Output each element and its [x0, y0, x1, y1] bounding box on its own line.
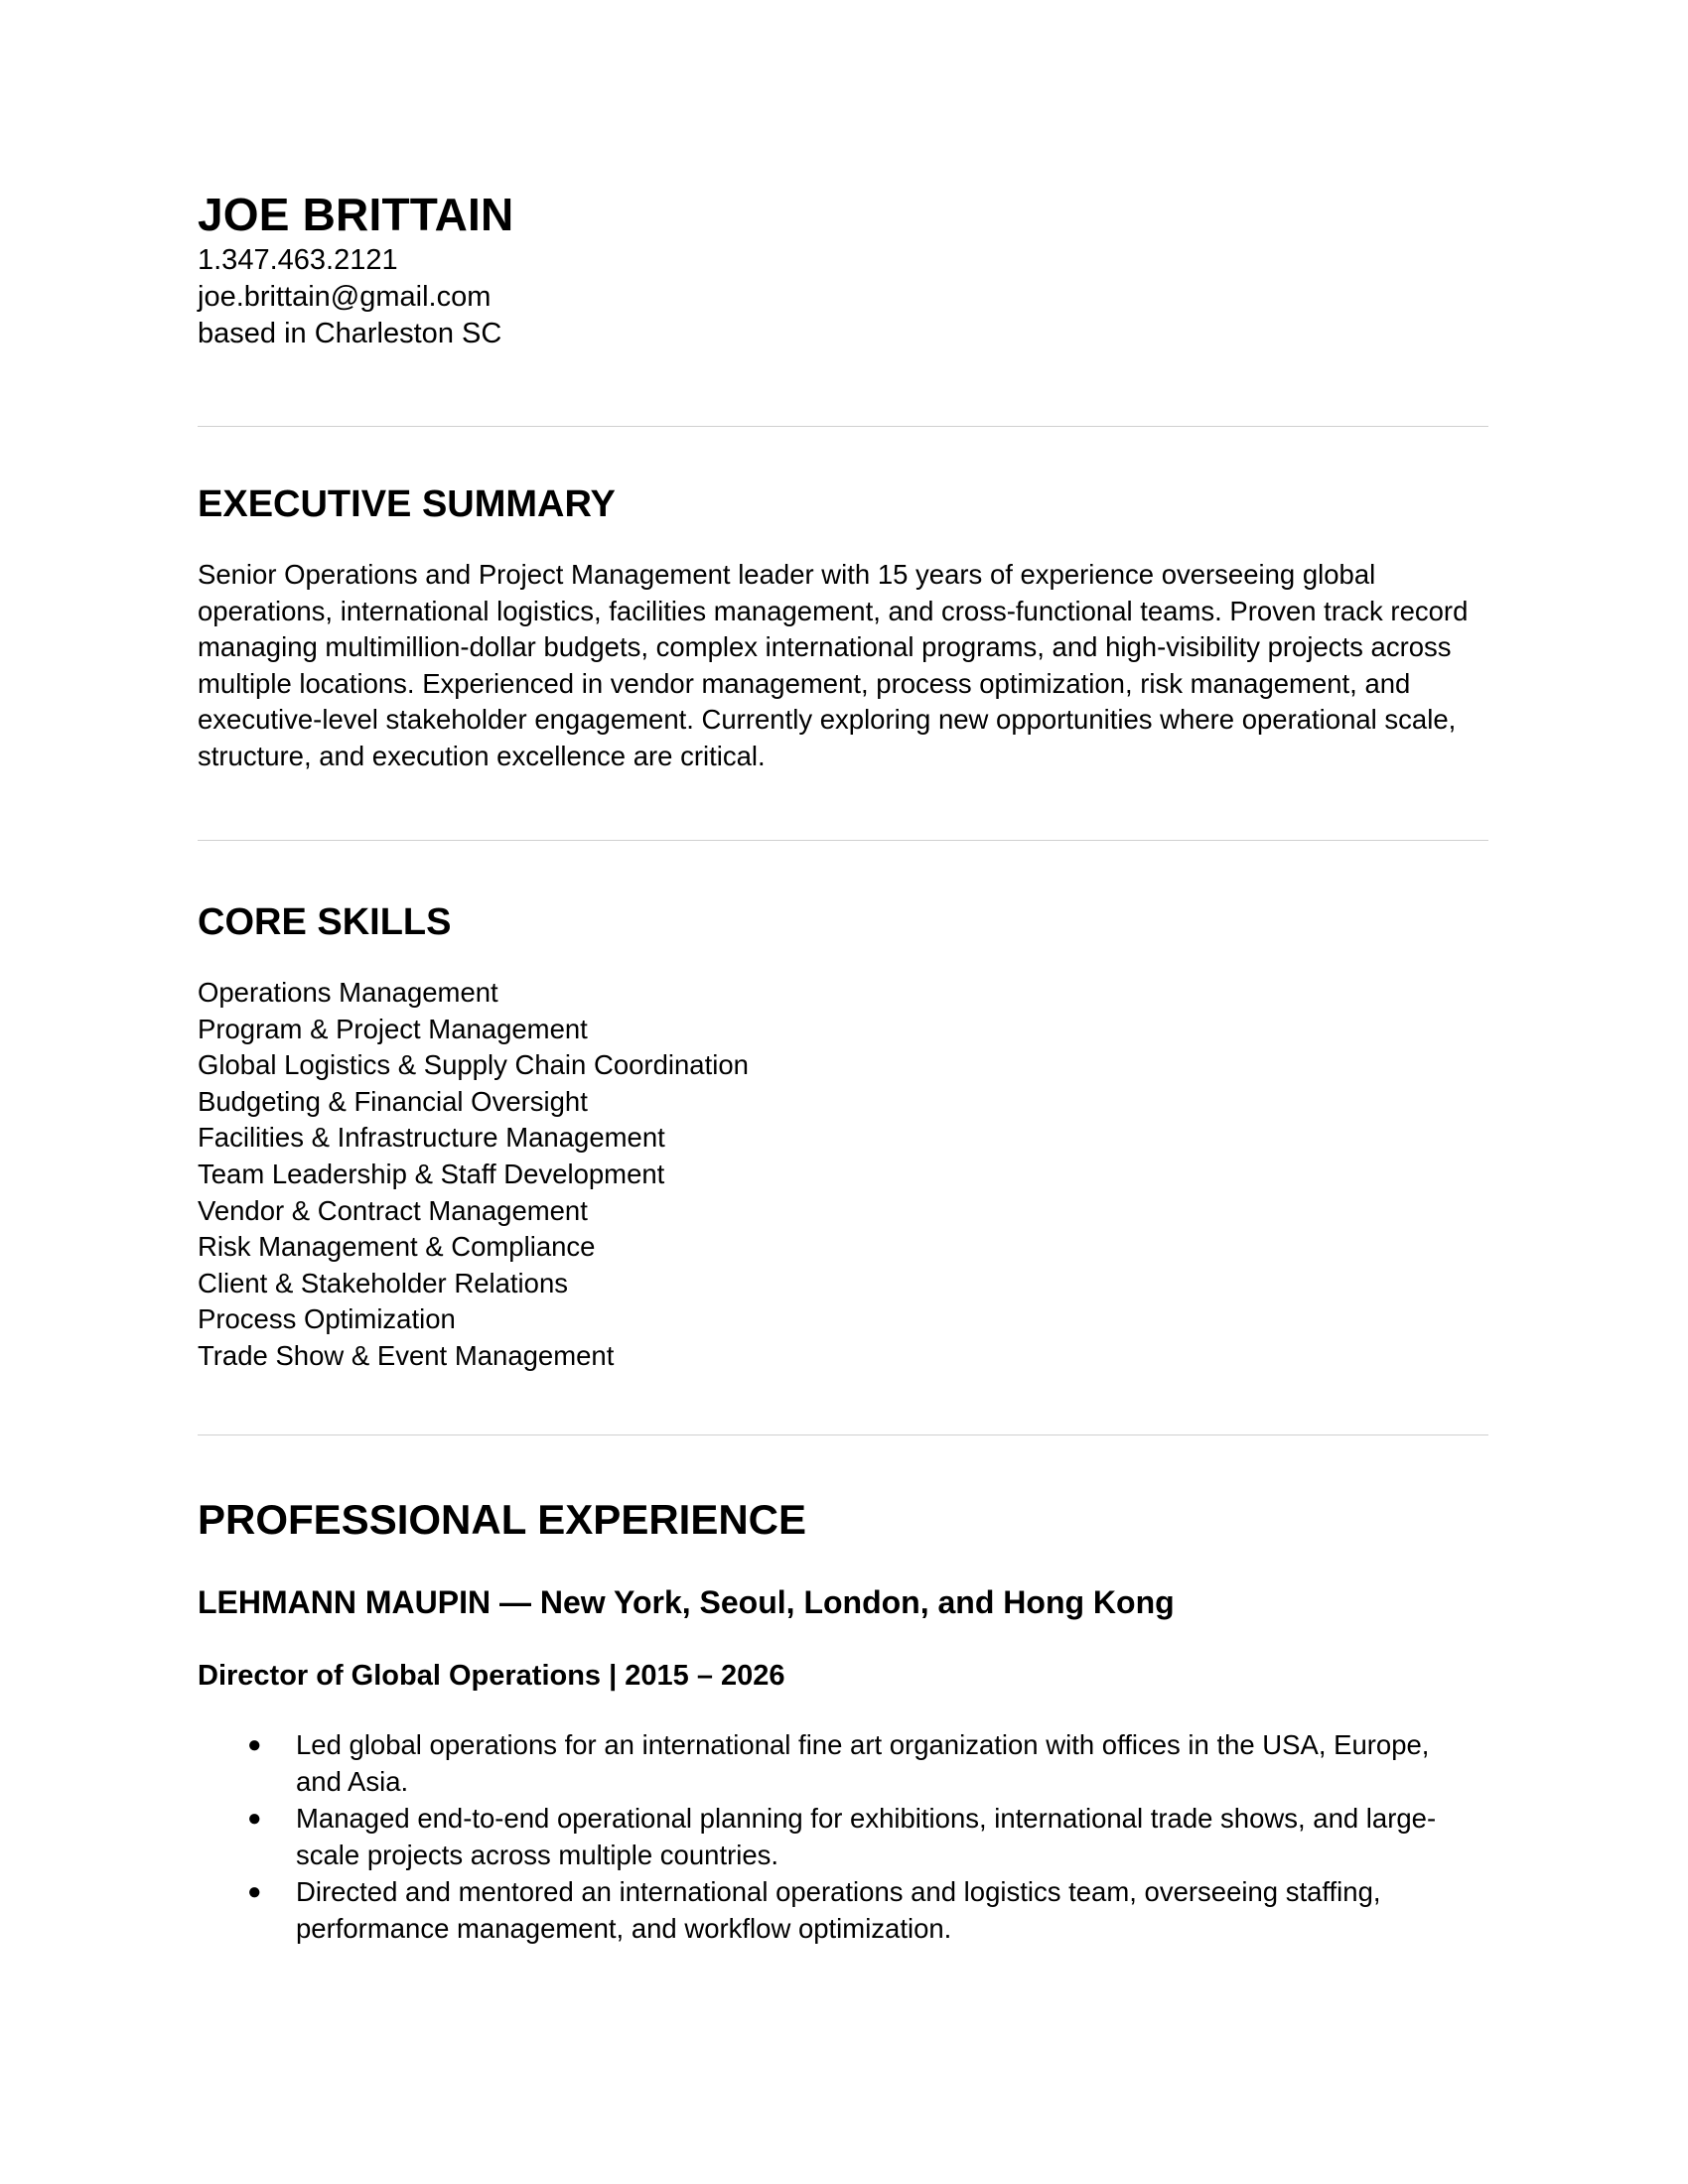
summary-line: operations, international logistics, facilities management, and cross-functional teams. Proven track record: [198, 595, 1469, 626]
bullet-line: Led global operations for an international fine art organization with offices in the USA, Europe,: [296, 1728, 1430, 1760]
summary-line: executive-level stakeholder engagement. Currently exploring new opportunities where operational scale,: [198, 704, 1457, 735]
resume-header: [198, 187, 1488, 352]
contact-email: joe.brittain@gmail.com: [198, 281, 492, 313]
executive-summary-section: [198, 482, 1488, 774]
professional-experience-section: [198, 1495, 1488, 1947]
core-skills-section: [198, 900, 1488, 1375]
summary-paragraph: [198, 557, 1488, 774]
responsibility-list: [198, 1726, 1488, 1947]
bullet-line: Directed and mentored an international operations and logistics team, overseeing staffing,: [296, 1875, 1381, 1907]
skill-item: Risk Management & Compliance: [198, 1231, 596, 1263]
section-title-core-skills: CORE SKILLS: [198, 901, 452, 943]
section-divider: [198, 840, 1488, 841]
skills-list: [198, 975, 1488, 1375]
summary-line: multiple locations. Experienced in vendor management, process optimization, risk management, and: [198, 667, 1411, 699]
list-item: [198, 1726, 1487, 1800]
skill-item: Facilities & Infrastructure Management: [198, 1122, 665, 1154]
resume-page: [198, 187, 1488, 1947]
role-heading: Director of Global Operations | 2015 – 2026: [198, 1659, 785, 1692]
bullet-icon: ●: [247, 1804, 262, 1832]
skill-item: Operations Management: [198, 977, 498, 1008]
bullet-line: and Asia.: [296, 1765, 409, 1797]
summary-line: Senior Operations and Project Management leader with 15 years of experience overseeing global: [198, 559, 1376, 590]
summary-line: managing multimillion-dollar budgets, complex international programs, and high-visibility projects across: [198, 631, 1452, 662]
skill-item: Global Logistics & Supply Chain Coordination: [198, 1049, 749, 1081]
skill-item: Team Leadership & Staff Development: [198, 1158, 665, 1189]
section-divider: [198, 426, 1488, 427]
list-item: [198, 1873, 1487, 1947]
skill-item: Budgeting & Financial Oversight: [198, 1085, 588, 1117]
contact-phone: 1.347.463.2121: [198, 244, 398, 276]
skill-item: Vendor & Contract Management: [198, 1194, 588, 1226]
bullet-line: performance management, and workflow optimization.: [296, 1912, 952, 1944]
bullet-icon: ●: [247, 1730, 262, 1758]
section-title-professional-experience: PROFESSIONAL EXPERIENCE: [198, 1495, 807, 1543]
bullet-icon: ●: [247, 1877, 262, 1905]
skill-item: Client & Stakeholder Relations: [198, 1267, 568, 1298]
summary-line: structure, and execution excellence are critical.: [198, 740, 766, 771]
skill-item: Process Optimization: [198, 1303, 456, 1335]
section-divider: [198, 1434, 1488, 1435]
candidate-name: JOE BRITTAIN: [198, 189, 514, 240]
bullet-line: Managed end-to-end operational planning for exhibitions, international trade shows, and large-: [296, 1802, 1437, 1834]
company-heading: LEHMANN MAUPIN — New York, Seoul, London, and Hong Kong: [198, 1583, 1175, 1620]
section-title-executive-summary: EXECUTIVE SUMMARY: [198, 483, 616, 525]
skill-item: Trade Show & Event Management: [198, 1339, 615, 1371]
contact-location: based in Charleston SC: [198, 318, 502, 349]
skill-item: Program & Project Management: [198, 1013, 588, 1044]
bullet-line: scale projects across multiple countries.: [296, 1839, 779, 1870]
list-item: [198, 1800, 1487, 1873]
